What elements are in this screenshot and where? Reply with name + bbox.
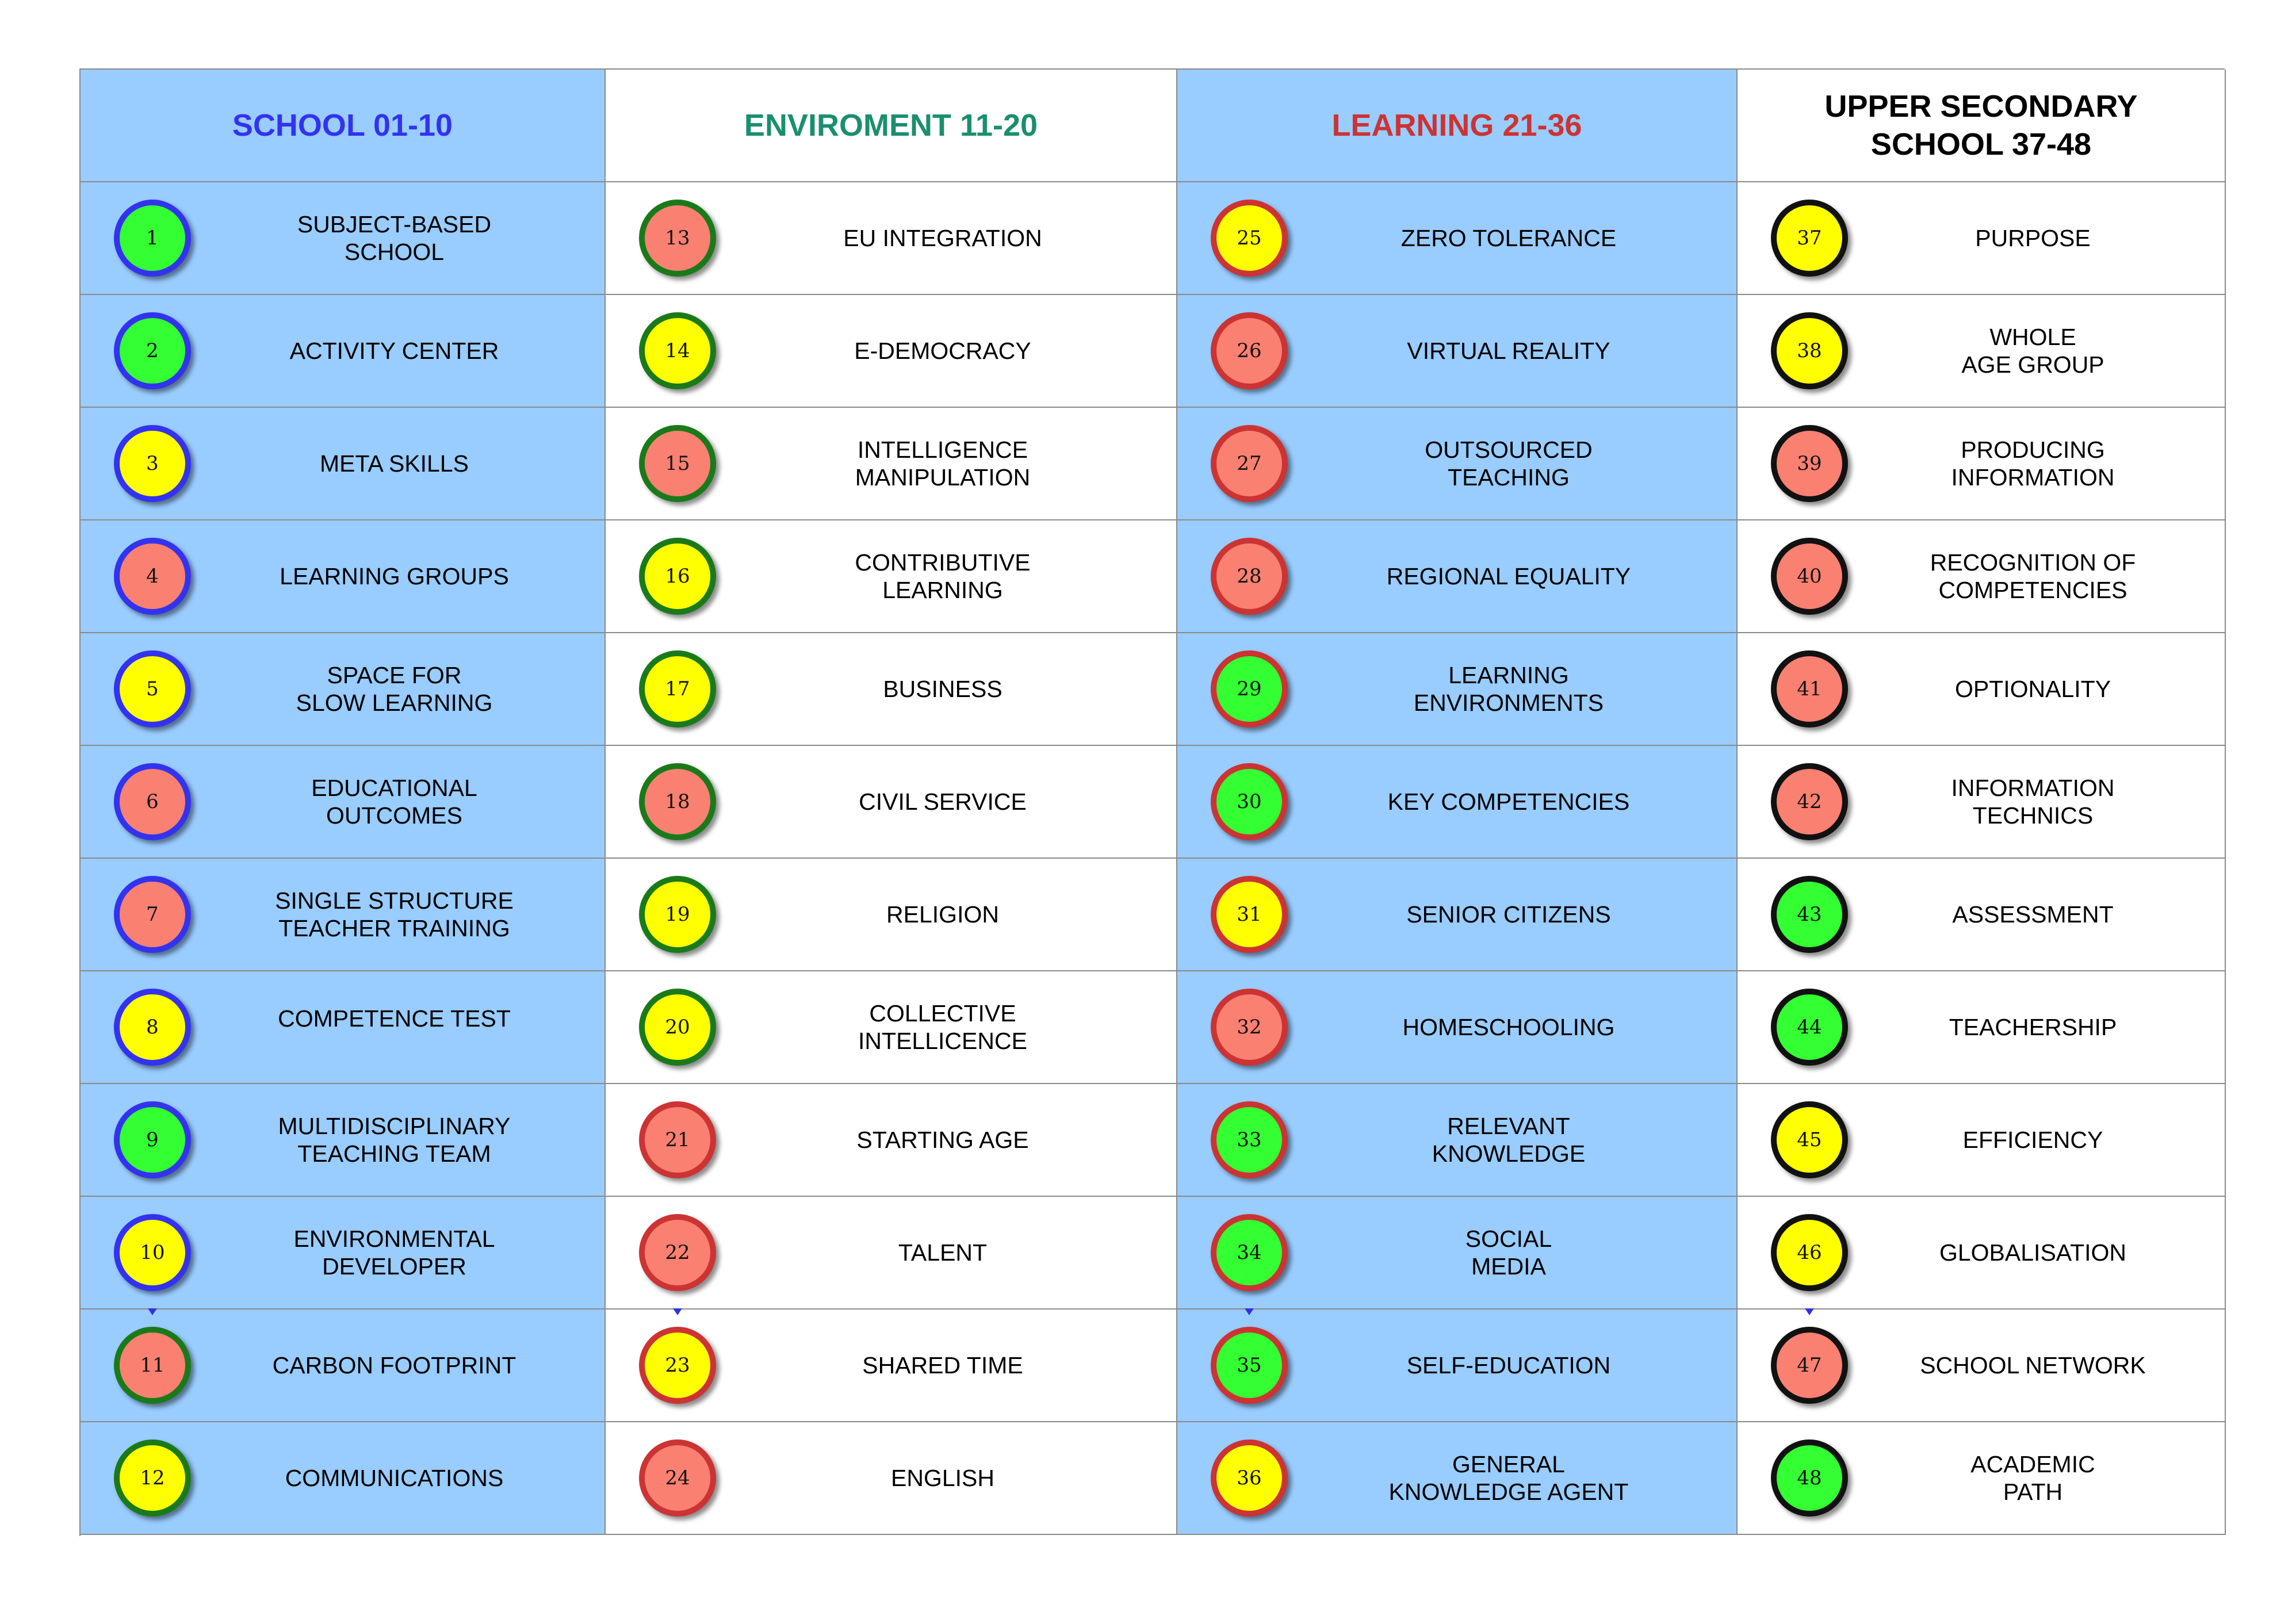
topic-label: COMMUNICATIONS: [285, 1465, 504, 1491]
topic-label: OPTIONALITY: [1954, 676, 2111, 702]
number-badge: 10: [114, 1214, 191, 1291]
topic-label: COMPETENCE TEST: [278, 1005, 511, 1032]
topic-cell: [1177, 182, 1738, 295]
topic-cell: [606, 1197, 1177, 1310]
topic-label: EU INTEGRATION: [843, 225, 1042, 251]
number-badge: 22: [639, 1214, 716, 1291]
topic-label: SPACE FOR SLOW LEARNING: [296, 662, 493, 716]
topic-cell: [1738, 1310, 2226, 1422]
topic-cell: [1177, 520, 1738, 633]
number-badge: 45: [1771, 1101, 1848, 1178]
topic-cell: [81, 859, 606, 971]
topic-cell: [1738, 1422, 2226, 1535]
number-badge: 47: [1771, 1327, 1848, 1404]
number-badge: 26: [1211, 312, 1288, 389]
topic-cell: [81, 408, 606, 520]
topic-cell: [81, 1422, 606, 1535]
topic-cell: [1738, 295, 2226, 408]
number-badge: 19: [639, 876, 716, 953]
topic-cell: [606, 1084, 1177, 1197]
number-badge: 15: [639, 425, 716, 502]
topic-cell: [606, 520, 1177, 633]
topic-label: RELIGION: [886, 901, 999, 928]
topic-cell: [606, 971, 1177, 1084]
topic-cell: [606, 1310, 1177, 1422]
number-badge: 3: [114, 425, 191, 502]
connector-arrow-icon: [673, 1308, 682, 1315]
column-header-1: [81, 70, 606, 182]
number-badge: 23: [639, 1327, 716, 1404]
number-badge: 44: [1771, 989, 1848, 1066]
topic-label: E-DEMOCRACY: [854, 338, 1031, 364]
number-badge: 43: [1771, 876, 1848, 953]
number-badge: 13: [639, 200, 716, 277]
topic-cell: [1177, 633, 1738, 746]
topic-label: INFORMATION TECHNICS: [1951, 775, 2115, 829]
number-badge: 27: [1211, 425, 1288, 502]
number-badge: 31: [1211, 876, 1288, 953]
topic-label: PRODUCING INFORMATION: [1951, 437, 2115, 491]
number-badge: 8: [114, 989, 191, 1066]
number-badge: 21: [639, 1101, 716, 1178]
topic-label: SELF-EDUCATION: [1406, 1352, 1611, 1379]
connector-arrow-icon: [148, 1308, 157, 1315]
number-badge: 46: [1771, 1214, 1848, 1291]
topic-cell: [81, 182, 606, 295]
number-badge: 18: [639, 763, 716, 840]
number-badge: 28: [1211, 538, 1288, 615]
topic-label: KEY COMPETENCIES: [1387, 788, 1630, 815]
topic-label: RELEVANT KNOWLEDGE: [1432, 1113, 1586, 1167]
number-badge: 5: [114, 650, 191, 728]
topic-cell: [1177, 1310, 1738, 1422]
topic-label: INTELLIGENCE MANIPULATION: [855, 437, 1031, 491]
topic-cell: [606, 746, 1177, 859]
topic-label: HOMESCHOOLING: [1402, 1014, 1615, 1040]
number-badge: 12: [114, 1439, 191, 1517]
topic-cell: [81, 1084, 606, 1197]
topic-label: COLLECTIVE INTELLICENCE: [858, 1000, 1027, 1054]
topic-cell: [1177, 295, 1738, 408]
connector-arrow-icon: [1805, 1308, 1814, 1315]
topic-cell: [1738, 971, 2226, 1084]
connector-arrow-icon: [1245, 1308, 1254, 1315]
topic-label: TALENT: [898, 1239, 988, 1266]
column-header-2: [606, 70, 1177, 182]
topic-cell: [1177, 1084, 1738, 1197]
topic-cell: [81, 1310, 606, 1422]
topic-label: PURPOSE: [1975, 225, 2091, 251]
topic-label: GLOBALISATION: [1939, 1239, 2127, 1266]
number-badge: 39: [1771, 425, 1848, 502]
number-badge: 6: [114, 763, 191, 840]
topic-cell: [81, 971, 606, 1084]
topic-cell: [1738, 182, 2226, 295]
topic-label: MULTIDISCIPLINARY TEACHING TEAM: [278, 1113, 511, 1167]
topic-label: VIRTUAL REALITY: [1407, 338, 1610, 364]
topic-cell: [1177, 971, 1738, 1084]
number-badge: 30: [1211, 763, 1288, 840]
topic-cell: [606, 295, 1177, 408]
topic-cell: [1177, 746, 1738, 859]
topic-cell: [606, 408, 1177, 520]
topic-label: ASSESSMENT: [1952, 901, 2114, 928]
topic-cell: [1177, 1197, 1738, 1310]
number-badge: 24: [639, 1439, 716, 1517]
column-title: SCHOOL 01-10: [232, 108, 453, 143]
number-badge: 2: [114, 312, 191, 389]
topic-label: SOCIAL MEDIA: [1465, 1226, 1552, 1280]
topic-label: RECOGNITION OF COMPETENCIES: [1930, 549, 2136, 603]
number-badge: 4: [114, 538, 191, 615]
topic-label: ACADEMIC PATH: [1970, 1451, 2095, 1505]
topic-cell: [1738, 1084, 2226, 1197]
topic-cell: [1738, 408, 2226, 520]
column-header-4: [1738, 70, 2226, 182]
topic-cell: [1738, 633, 2226, 746]
topic-cell: [81, 633, 606, 746]
topic-label: SHARED TIME: [862, 1352, 1023, 1379]
number-badge: 48: [1771, 1439, 1848, 1517]
number-badge: 36: [1211, 1439, 1288, 1517]
topic-cell: [1738, 746, 2226, 859]
topic-label: SCHOOL NETWORK: [1920, 1352, 2146, 1379]
column-header-3: [1177, 70, 1738, 182]
topic-cell: [1738, 1197, 2226, 1310]
topic-label: META SKILLS: [319, 450, 469, 477]
number-badge: 14: [639, 312, 716, 389]
topic-label: CARBON FOOTPRINT: [272, 1352, 516, 1379]
topic-label: CONTRIBUTIVE LEARNING: [855, 549, 1031, 603]
topic-cell: [81, 520, 606, 633]
topic-label: LEARNING ENVIRONMENTS: [1413, 662, 1604, 716]
number-badge: 32: [1211, 989, 1288, 1066]
number-badge: 37: [1771, 200, 1848, 277]
topic-cell: [1177, 1422, 1738, 1535]
topic-label: SENIOR CITIZENS: [1406, 901, 1611, 928]
topic-label: STARTING AGE: [856, 1127, 1029, 1153]
column-title: LEARNING 21-36: [1331, 108, 1582, 143]
topic-cell: [1738, 859, 2226, 971]
topic-label: EFFICIENCY: [1962, 1127, 2103, 1153]
topic-label: GENERAL KNOWLEDGE AGENT: [1388, 1451, 1629, 1505]
topics-grid: [79, 68, 2225, 1536]
topic-label: EDUCATIONAL OUTCOMES: [311, 775, 477, 829]
number-badge: 41: [1771, 650, 1848, 728]
topic-label: CIVIL SERVICE: [859, 788, 1027, 815]
number-badge: 33: [1211, 1101, 1288, 1178]
topic-cell: [606, 859, 1177, 971]
number-badge: 40: [1771, 538, 1848, 615]
topic-cell: [606, 182, 1177, 295]
topic-label: TEACHERSHIP: [1949, 1014, 2117, 1040]
number-badge: 11: [114, 1327, 191, 1404]
topic-cell: [1177, 859, 1738, 971]
topic-label: WHOLE AGE GROUP: [1961, 324, 2104, 378]
topic-label: ENVIRONMENTAL DEVELOPER: [293, 1226, 495, 1280]
topic-cell: [1738, 520, 2226, 633]
number-badge: 29: [1211, 650, 1288, 728]
topic-label: OUTSOURCED TEACHING: [1425, 437, 1593, 491]
number-badge: 34: [1211, 1214, 1288, 1291]
number-badge: 7: [114, 876, 191, 953]
number-badge: 42: [1771, 763, 1848, 840]
column-title: UPPER SECONDARY SCHOOL 37-48: [1824, 89, 2138, 162]
topic-label: ACTIVITY CENTER: [289, 338, 499, 364]
topic-cell: [81, 1197, 606, 1310]
topic-label: ENGLISH: [891, 1465, 994, 1491]
number-badge: 38: [1771, 312, 1848, 389]
column-title: ENVIROMENT 11-20: [744, 108, 1038, 143]
number-badge: 35: [1211, 1327, 1288, 1404]
topic-label: REGIONAL EQUALITY: [1386, 563, 1631, 589]
number-badge: 1: [114, 200, 191, 277]
topic-label: SUBJECT-BASED SCHOOL: [297, 211, 492, 265]
topic-cell: [606, 633, 1177, 746]
topic-cell: [81, 295, 606, 408]
number-badge: 20: [639, 989, 716, 1066]
topic-label: ZERO TOLERANCE: [1400, 225, 1617, 251]
number-badge: 17: [639, 650, 716, 728]
topic-cell: [1177, 408, 1738, 520]
topic-cell: [606, 1422, 1177, 1535]
topic-cell: [81, 746, 606, 859]
number-badge: 9: [114, 1101, 191, 1178]
number-badge: 25: [1211, 200, 1288, 277]
topic-label: BUSINESS: [883, 676, 1002, 702]
number-badge: 16: [639, 538, 716, 615]
topic-label: SINGLE STRUCTURE TEACHER TRAINING: [275, 887, 514, 941]
topic-label: LEARNING GROUPS: [280, 563, 509, 589]
